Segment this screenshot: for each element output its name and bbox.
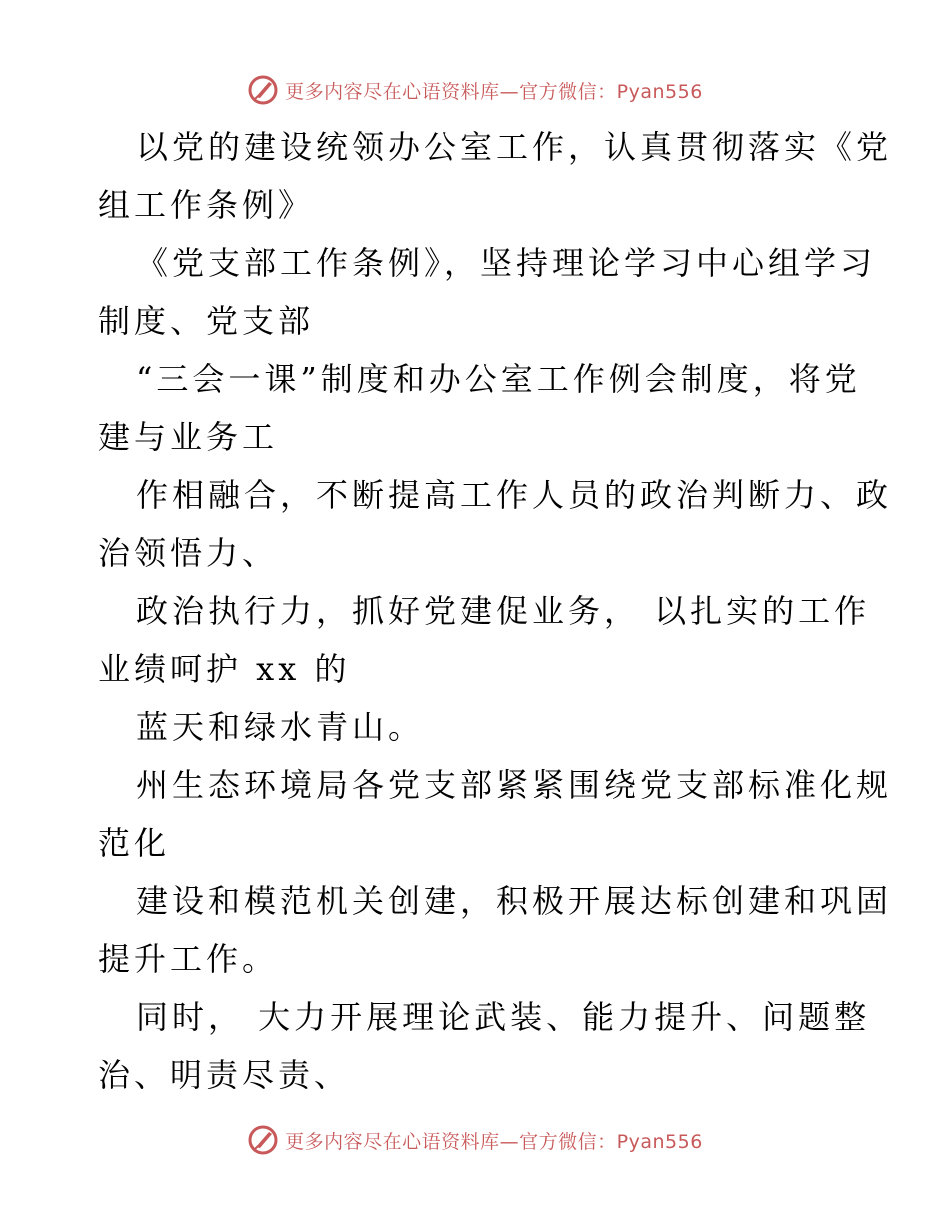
header-watermark <box>0 70 950 110</box>
paragraph <box>98 466 893 582</box>
paragraph <box>98 756 893 872</box>
paragraph-continuation: 范化 <box>98 824 171 862</box>
paragraph-continuation: 建与业务工 <box>98 418 279 456</box>
paragraph-continuation: 组工作条例》 <box>98 186 315 224</box>
paragraph <box>98 872 893 988</box>
document-body <box>98 118 893 1104</box>
paragraph <box>98 118 893 234</box>
paragraph-continuation: 业绩呵护 xx 的 <box>98 650 351 688</box>
paragraph-continuation: 制度、党支部 <box>98 302 315 340</box>
quill-logo-icon <box>247 1124 279 1156</box>
paragraph-continuation: 治、明责尽责、 <box>98 1056 351 1094</box>
paragraph-first-line: 蓝天和绿水青山。 <box>136 708 425 746</box>
paragraph <box>98 582 871 698</box>
watermark-text: 更多内容尽在心语资料库—官方微信：Pyan556 <box>285 80 703 103</box>
paragraph-first-line: 《党支部工作条例》，坚持理论学习中心组学习 <box>136 244 877 282</box>
paragraph <box>98 698 858 756</box>
paragraph <box>98 234 877 350</box>
footer-watermark <box>0 1120 950 1160</box>
paragraph <box>98 350 861 466</box>
paragraph-first-line: 作相融合，不断提高工作人员的政治判断力、政 <box>136 476 893 514</box>
paragraph-first-line: 州生态环境局各党支部紧紧围绕党支部标准化规 <box>136 766 893 804</box>
watermark-text: 更多内容尽在心语资料库—官方微信：Pyan556 <box>285 1130 703 1153</box>
paragraph-first-line: “三会一课”制度和办公室工作例会制度，将党 <box>136 360 861 398</box>
paragraph-first-line: 建设和模范机关创建，积极开展达标创建和巩固 <box>136 882 893 920</box>
paragraph <box>98 988 871 1104</box>
paragraph-first-line: 同时， 大力开展理论武装、能力提升、问题整 <box>136 998 871 1036</box>
quill-logo-icon <box>247 74 279 106</box>
paragraph-continuation: 提升工作。 <box>98 940 279 978</box>
paragraph-first-line: 以党的建设统领办公室工作，认真贯彻落实《党 <box>136 128 893 166</box>
paragraph-continuation: 治领悟力、 <box>98 534 279 572</box>
paragraph-first-line: 政治执行力，抓好党建促业务， 以扎实的工作 <box>136 592 871 630</box>
